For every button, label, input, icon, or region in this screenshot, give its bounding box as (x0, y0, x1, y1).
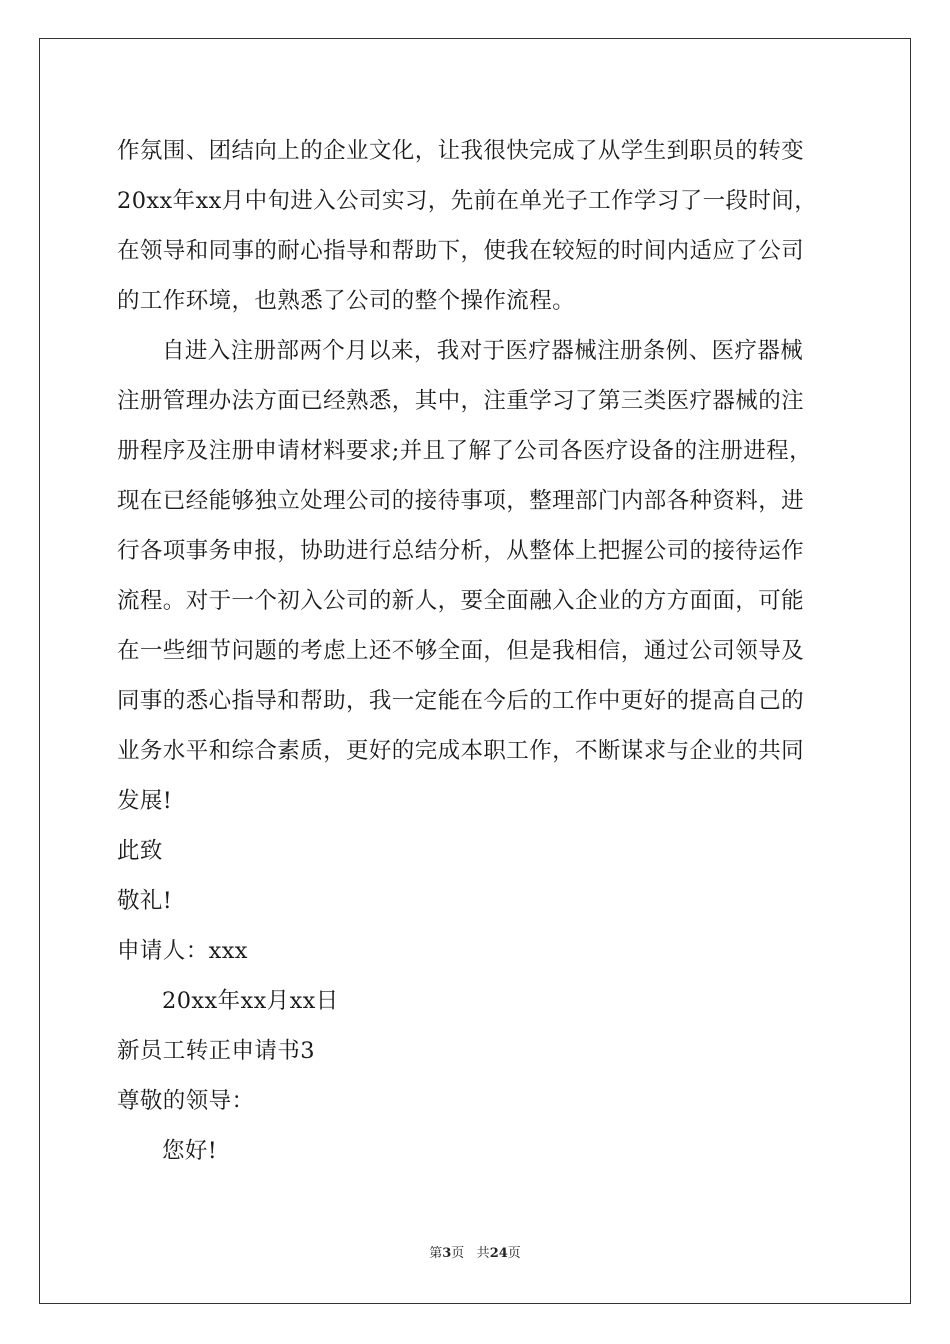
section-title: 新员工转正申请书3 (117, 1038, 315, 1064)
body-line: 同事的悉心指导和帮助，我一定能在今后的工作中更好的提高自己的 (117, 688, 805, 714)
page-footer (0, 1245, 950, 1263)
greeting-addressee: 尊敬的领导： (117, 1088, 255, 1114)
body-line: 现在已经能够独立处理公司的接待事项，整理部门内部各种资料，进 (117, 488, 805, 514)
body-line: 的工作环境，也熟悉了公司的整个操作流程。 (117, 288, 576, 314)
date-line: 20xx年xx月xx日 (162, 988, 339, 1014)
body-line: 20xx年xx月中旬进入公司实习，先前在单光子工作学习了一段时间， (117, 188, 818, 214)
footer-page-prefix: 第 (429, 1246, 443, 1261)
paragraph-start-line: 自进入注册部两个月以来，我对于医疗器械注册条例、医疗器械 (162, 338, 804, 364)
body-line: 流程。对于一个初入公司的新人，要全面融入企业的方方面面，可能 (117, 588, 805, 614)
greeting-hello: 您好! (162, 1138, 218, 1164)
body-line: 在一些细节问题的考虑上还不够全面，但是我相信，通过公司领导及 (117, 638, 805, 664)
body-line: 行各项事务申报，协助进行总结分析，从整体上把握公司的接待运作 (117, 538, 805, 564)
body-line: 发展! (117, 788, 173, 814)
body-line: 在领导和同事的耐心指导和帮助下，使我在较短的时间内适应了公司 (117, 238, 805, 264)
body-line: 业务水平和综合素质，更好的完成本职工作，不断谋求与企业的共同 (117, 738, 805, 764)
footer-total-pages: 24 (489, 1246, 508, 1261)
footer-total-suffix: 页 (507, 1246, 521, 1261)
footer-total-prefix: 共 (476, 1246, 490, 1261)
applicant-line: 申请人：xxx (117, 938, 248, 964)
closing-salutation: 此致 (117, 838, 163, 864)
footer-page-suffix: 页 (451, 1246, 465, 1261)
closing-regards: 敬礼! (117, 888, 173, 914)
body-line: 注册管理办法方面已经熟悉，其中，注重学习了第三类医疗器械的注 (117, 388, 805, 414)
body-line: 册程序及注册申请材料要求;并且了解了公司各医疗设备的注册进程， (117, 438, 812, 464)
footer-page-number: 3 (442, 1246, 452, 1261)
body-line: 作氛围、团结向上的企业文化，让我很快完成了从学生到职员的转变 (117, 138, 805, 164)
